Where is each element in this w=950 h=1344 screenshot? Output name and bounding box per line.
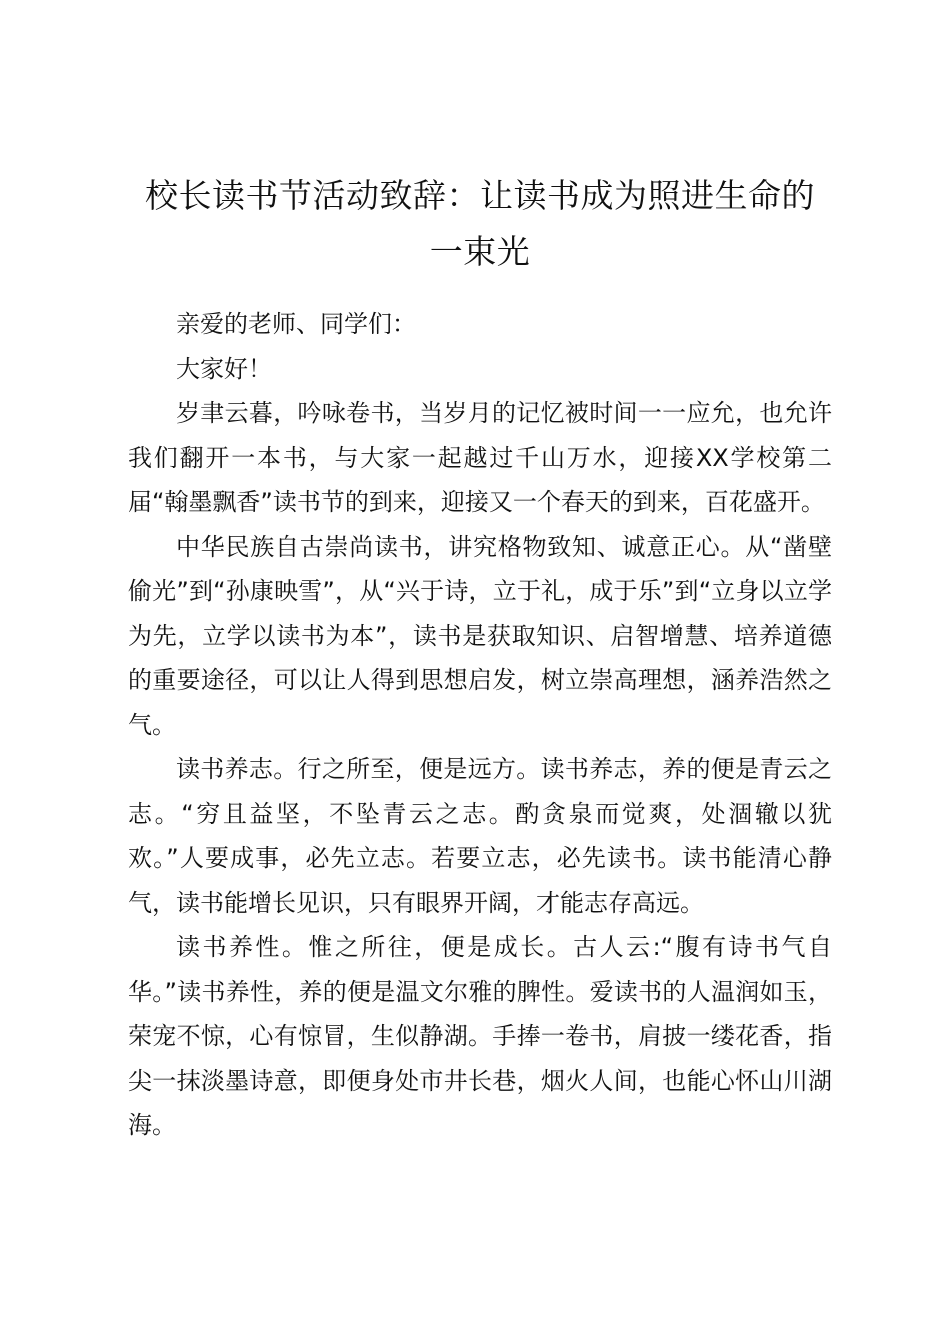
title-line-2: 一束光 xyxy=(429,232,531,271)
title-line-1: 校长读书节活动致辞：让读书成为照进生命的 xyxy=(145,176,815,215)
paragraph-tradition: 中华民族自古崇尚读书，讲究格物致知、诚意正心。从“凿壁偷光”到“孙康映雪”，从“兴于诗，立于礼，成于乐”到“立身以立学为先，立学以读书为本”，读书是获取知识、启智增慧、培养道德的重要途径，可以让人得到思想启发，树立崇高理想，涵养浩然之气。 xyxy=(128,532,832,739)
document-title xyxy=(128,168,832,280)
paragraph-cultivate-temperament: 读书养性。惟之所往，便是成长。古人云:“腹有诗书气自华。”读书养性，养的便是温文尔雅的脾性。爱读书的人温润如玉，荣宠不惊，心有惊冒，生似静湖。手捧一卷书，肩披一缕花香，指尖一抹淡墨诗意，即便身处市井长巷，烟火人间，也能心怀山川湖海。 xyxy=(128,933,832,1139)
greeting: 大家好！ xyxy=(176,354,272,383)
paragraph-cultivate-ambition: 读书养志。行之所至，便是远方。读书养志，养的便是青云之志。“穷且益坚，不坠青云之志。酌贪泉而觉爽，处涸辙以犹欢。”人要成事，必先立志。若要立志，必先读书。读书能清心静气，读书能增长见识，只有眼界开阔，才能志存高远。 xyxy=(128,755,832,917)
paragraph-opening: 岁聿云暮，吟咏卷书，当岁月的记忆被时间一一应允，也允许我们翻开一本书，与大家一起越过千山万水，迎接XX学校第二届“翰墨飘香”读书节的到来，迎接又一个春天的到来，百花盛开。 xyxy=(128,399,832,516)
salutation: 亲爱的老师、同学们： xyxy=(176,310,416,338)
